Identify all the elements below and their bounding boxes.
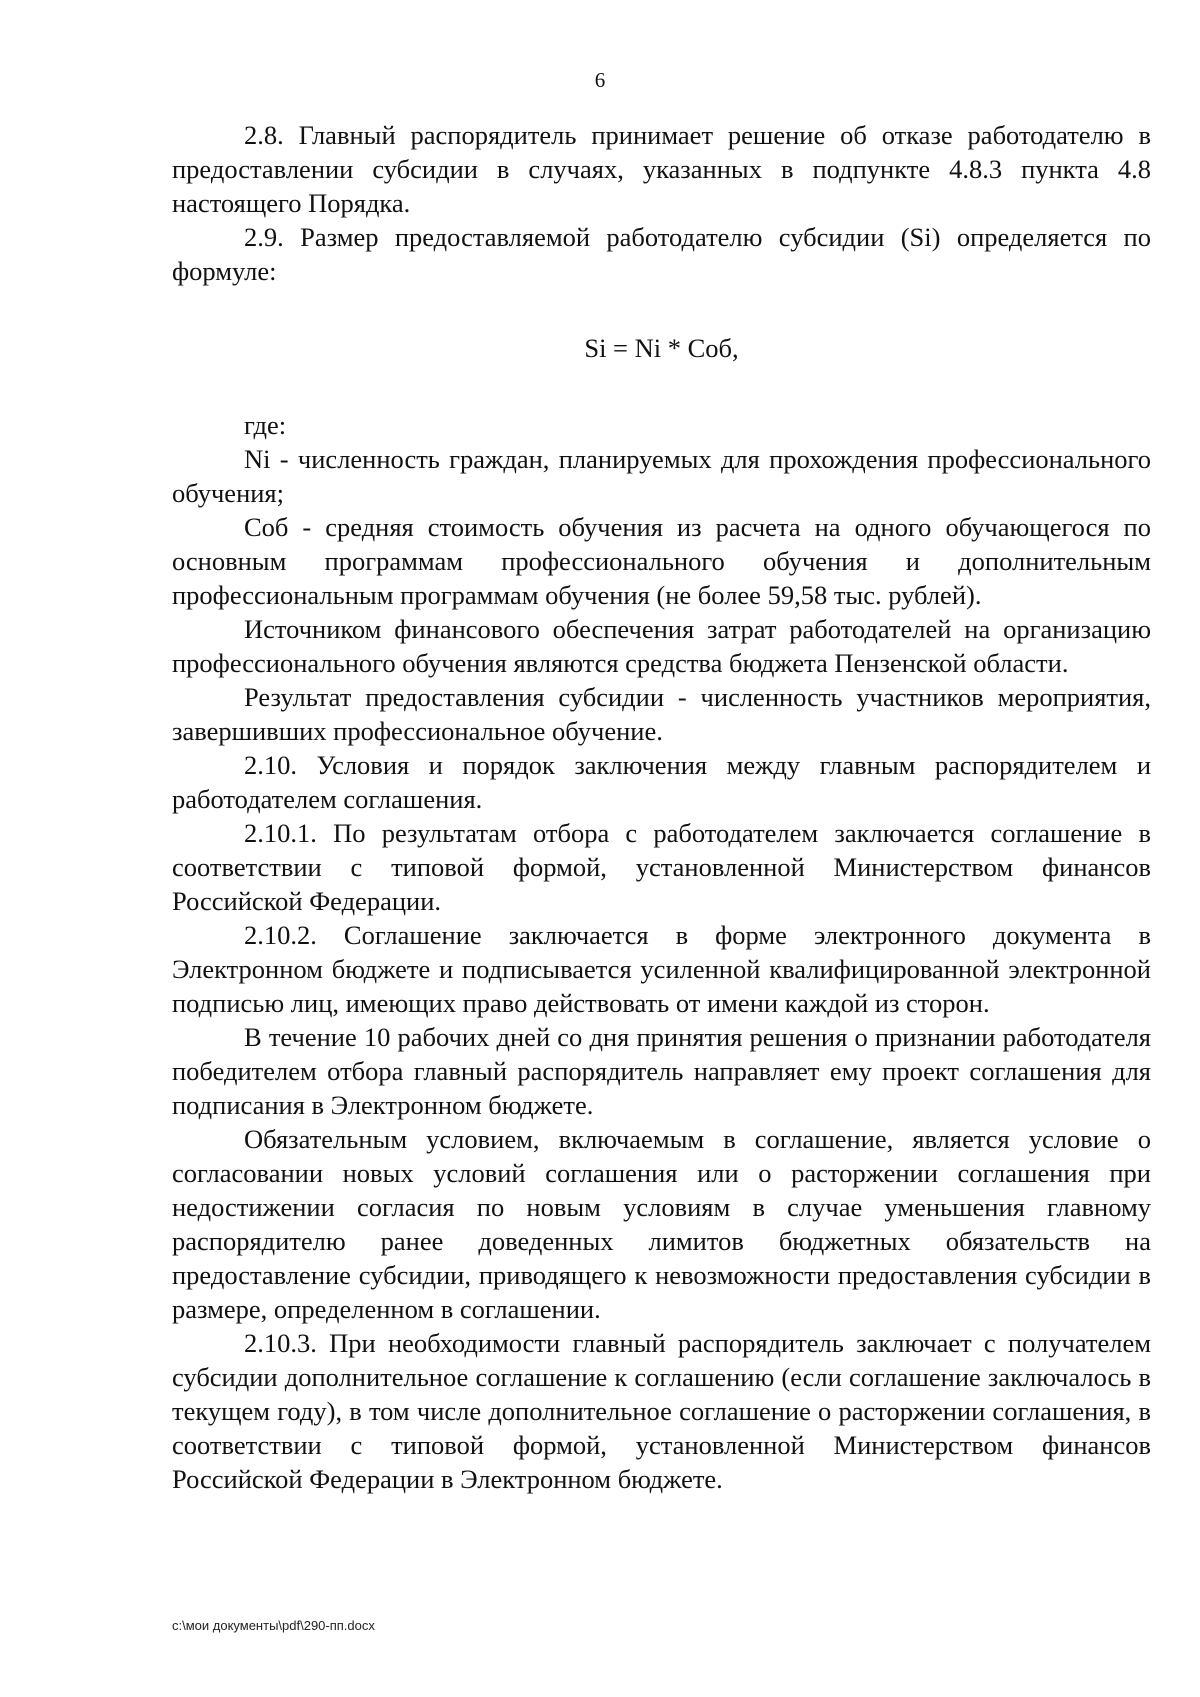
paragraph-2-10-3: 2.10.3. При необходимости главный распорядитель заключает с получателем субсидии дополнительное соглашение к соглашению (если соглашение заключалось в текущем году), в том числе дополнительное соглашение о расторжении соглашения, в соответствии с типовой формой, установленной Министерством финансов Российской Федерации в Электронном бюджете. (172, 1328, 1151, 1494)
document-body (172, 118, 1151, 1496)
paragraph-2-10: 2.10. Условия и порядок заключения между главным распорядителем и работодателем соглашения. (172, 750, 1151, 814)
paragraph-2-8: 2.8. Главный распорядитель принимает решение об отказе работодателю в предоставлении субсидии в случаях, указанных в подпункте 4.8.3 пункта 4.8 настоящего Порядка. (172, 120, 1151, 218)
paragraph-sob-definition: Соб - средняя стоимость обучения из расчета на одного обучающегося по основным программам профессионального обучения и дополнительным профессиональным программам обучения (не более 59,58 тыс. рублей). (172, 512, 1151, 610)
paragraph-2-9: 2.9. Размер предоставляемой работодателю субсидии (Si) определяется по формуле: (172, 222, 1151, 286)
page-number: 6 (594, 68, 606, 92)
paragraph-where: где: (244, 410, 287, 440)
formula-block (172, 288, 1151, 408)
paragraph-funding-source: Источником финансового обеспечения затрат работодателей на организацию профессионального обучения являются средства бюджета Пензенской области. (172, 614, 1151, 678)
formula: Si = Ni * Соб, (584, 333, 739, 363)
paragraph-10-days: В течение 10 рабочих дней со дня принятия решения о признании работодателя победителем отбора главный распорядитель направляет ему проект соглашения для подписания в Электронном бюджете. (172, 1022, 1151, 1120)
paragraph-2-10-1: 2.10.1. По результатам отбора с работодателем заключается соглашение в соответствии с типовой формой, установленной Министерством финансов Российской Федерации. (172, 818, 1151, 916)
paragraph-2-10-2: 2.10.2. Соглашение заключается в форме электронного документа в Электронном бюджете и подписывается усиленной квалифицированной электронной подписью лиц, имеющих право действовать от имени каждой из сторон. (172, 920, 1151, 1018)
paragraph-ni-definition: Ni - численность граждан, планируемых для прохождения профессионального обучения; (172, 444, 1151, 508)
paragraph-result: Результат предоставления субсидии - численность участников мероприятия, завершивших профессиональное обучение. (172, 682, 1151, 746)
footer-file-path: c:\мои документы\pdf\290-пп.docx (172, 1618, 375, 1633)
paragraph-mandatory-condition: Обязательным условием, включаемым в соглашение, является условие о согласовании новых условий соглашения или о расторжении соглашения при недостижении согласия по новым условиям в случае уменьшения главному распорядителю ранее доведенных лимитов бюджетных обязательств на предоставление субсидии, приводящего к невозможности предоставления субсидии в размере, определенном в соглашении. (172, 1124, 1151, 1324)
